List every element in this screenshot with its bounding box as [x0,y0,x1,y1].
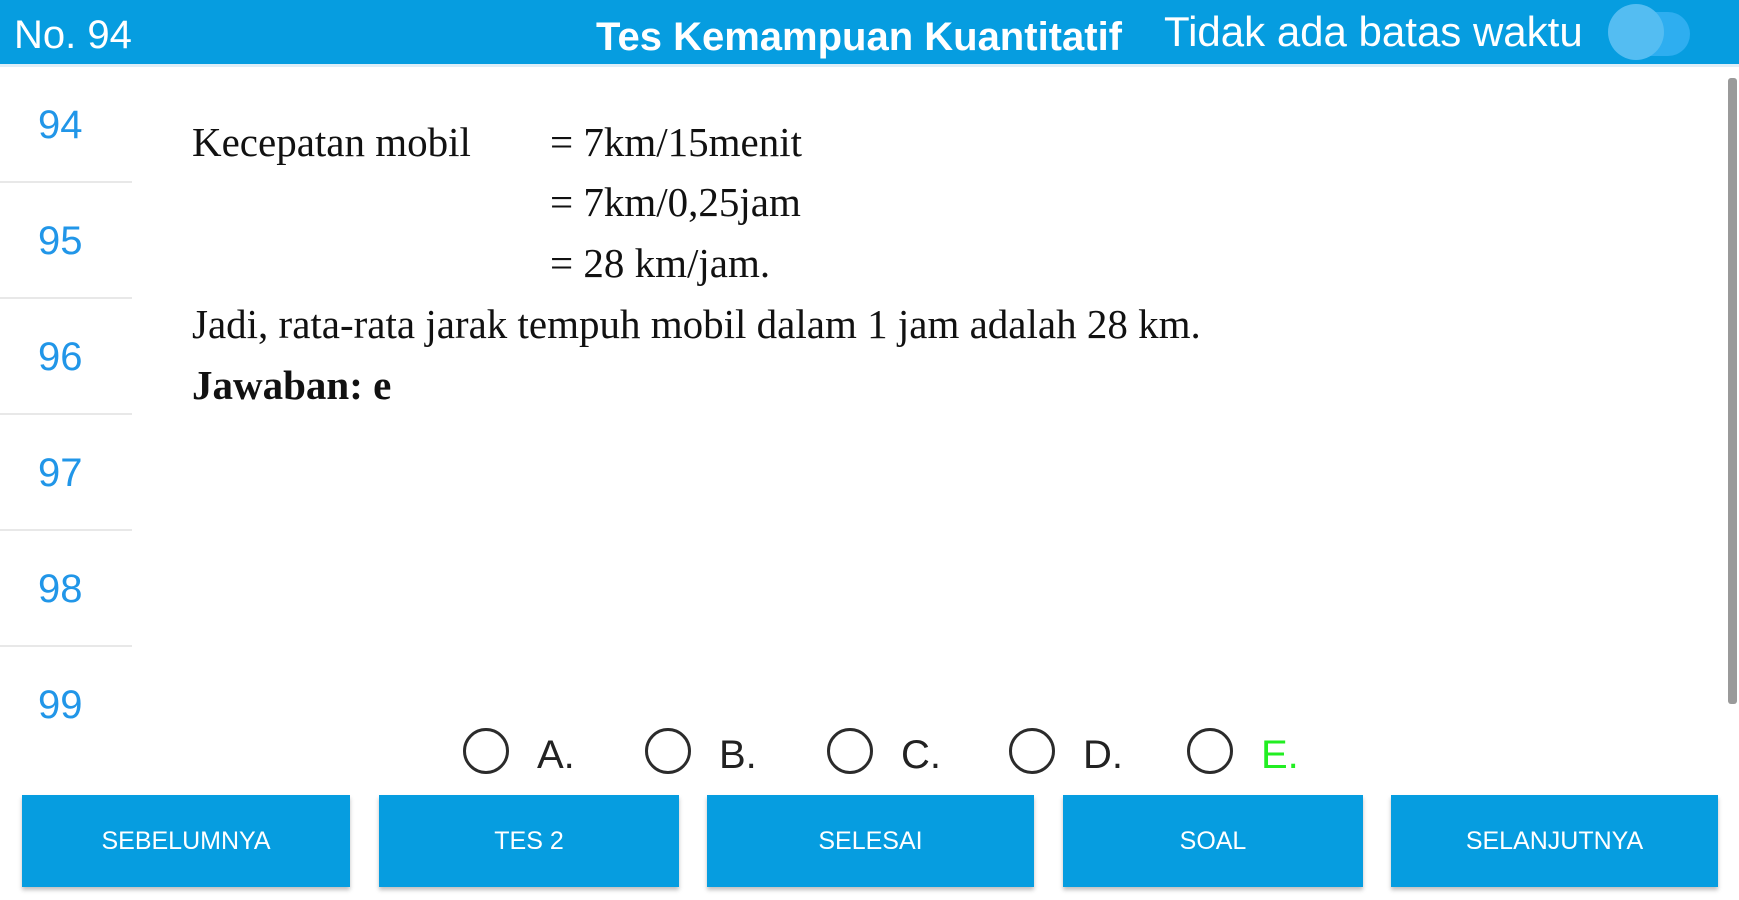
option-d-label: D. [1083,733,1123,777]
option-e-label: E. [1261,733,1299,777]
conclusion-text: Jadi, rata-rata jarak tempuh mobil dalam 1 jam adalah 28 km. [192,301,1201,347]
top-app-bar [0,0,1739,64]
radio-a[interactable] [463,728,509,774]
speed-step-3: = 28 km/jam. [550,240,771,286]
content-scrollbar[interactable] [1728,78,1737,704]
speed-label: Kecepatan mobil [192,119,471,165]
speed-step-1: = 7km/15menit [550,119,803,165]
option-c-label: C. [901,733,941,777]
questions-button[interactable]: SOAL [1063,795,1363,887]
question-list-item[interactable]: 94 [0,67,132,183]
option-b-label: B. [719,733,757,777]
question-list-item[interactable]: 96 [0,299,132,415]
question-list [0,67,132,757]
divider [0,64,1739,67]
radio-d[interactable] [1009,728,1055,774]
option-a-label: A. [537,733,575,777]
test2-button[interactable]: TES 2 [379,795,679,887]
radio-e[interactable] [1187,728,1233,774]
answer-options [0,724,1739,784]
previous-button[interactable]: SEBELUMNYA [22,795,350,887]
speed-step-2: = 7km/0,25jam [550,179,801,225]
question-list-item[interactable]: 97 [0,415,132,531]
timer-toggle-knob[interactable] [1608,4,1664,60]
bottom-button-bar [0,793,1739,893]
question-list-item[interactable]: 98 [0,531,132,647]
finish-button[interactable]: SELESAI [707,795,1034,887]
test-title: Tes Kemampuan Kuantitatif [596,15,1122,59]
radio-c[interactable] [827,728,873,774]
question-list-item[interactable]: 99 [0,647,132,757]
question-number: No. 94 [14,13,132,57]
radio-b[interactable] [645,728,691,774]
answer-text: Jawaban: e [192,362,392,408]
timer-label: Tidak ada batas waktu [1164,8,1583,55]
question-list-item[interactable]: 95 [0,183,132,299]
next-button[interactable]: SELANJUTNYA [1391,795,1718,887]
